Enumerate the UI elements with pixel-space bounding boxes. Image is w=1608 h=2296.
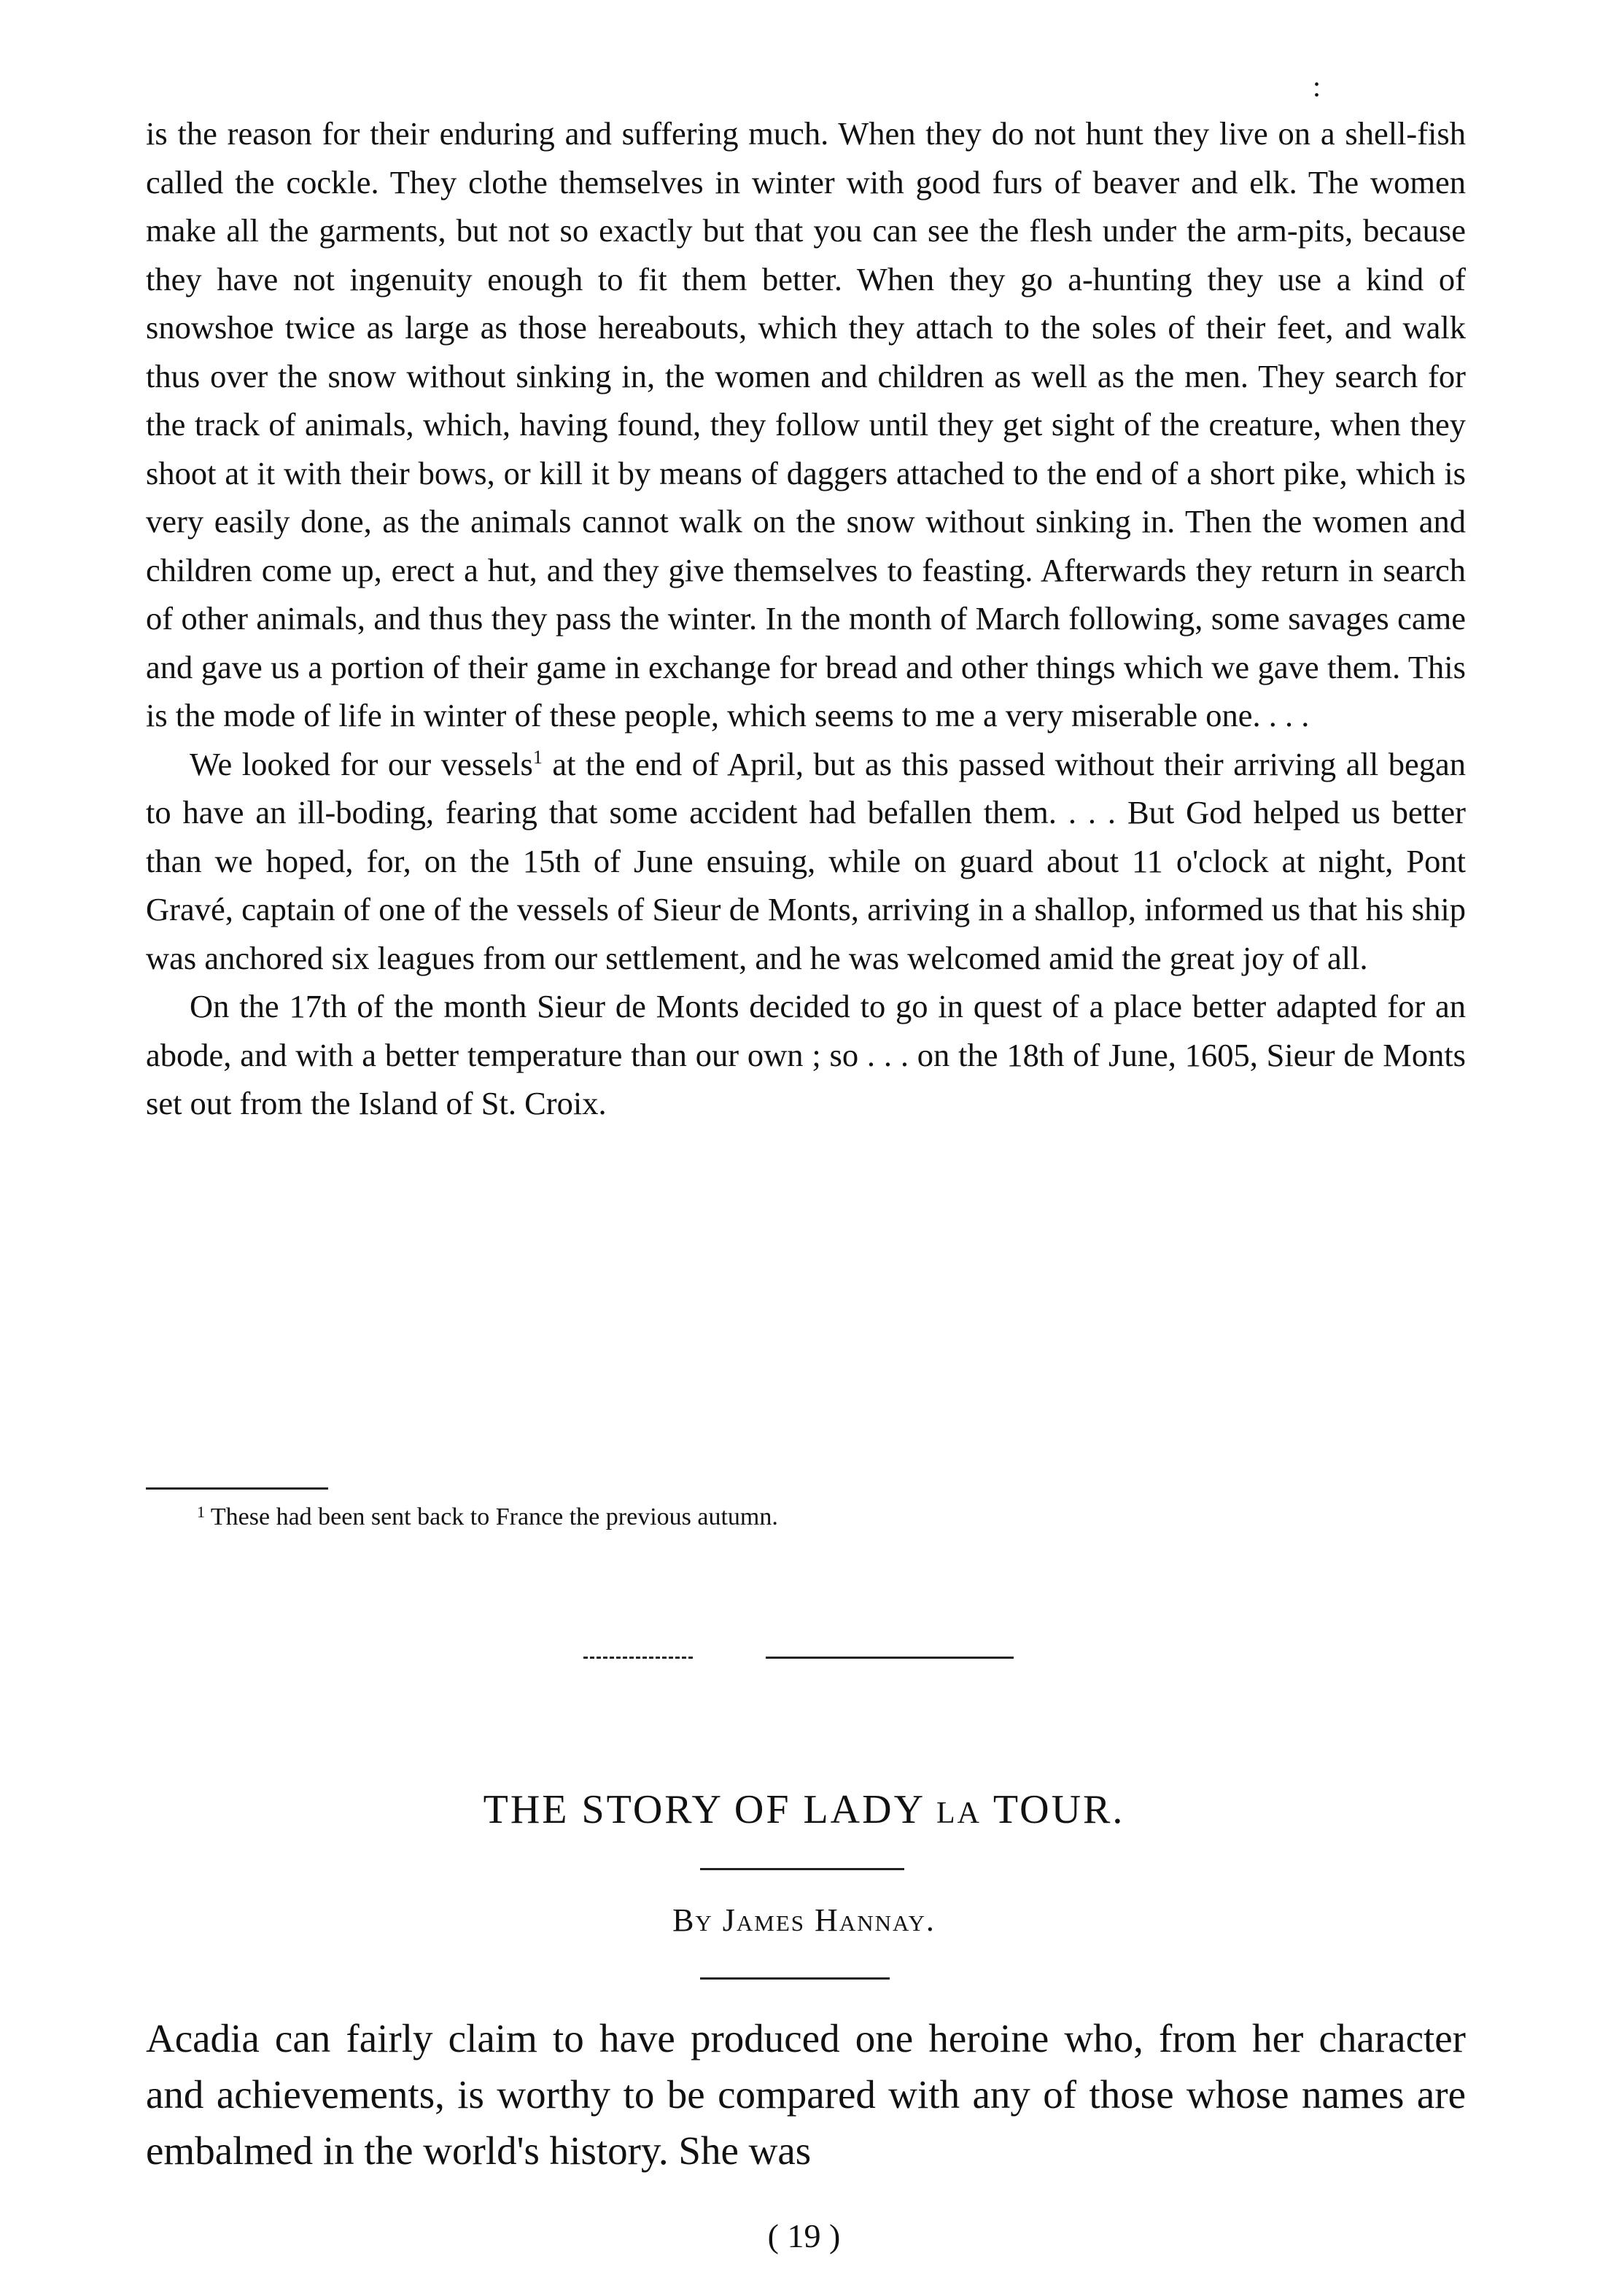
top-margin-mark: : <box>1313 70 1321 103</box>
byline: By James Hannay. <box>672 1902 936 1938</box>
footnote-marker: 1 <box>197 1503 205 1521</box>
page-number: ( 19 ) <box>767 2217 841 2254</box>
story-intro-paragraph: Acadia can fairly claim to have produced one heroine who, from her character and achievements, is worthy to be compared with any of those whose names are embalmed in the world's history. She was <box>146 2016 1466 2173</box>
story-title-la: LA <box>936 1797 982 1830</box>
footnote-reference[interactable]: 1 <box>532 746 543 768</box>
paragraph-3: On the 17th of the month Sieur de Monts decided to go in quest of a place better adapted for an abode, and with a better temperature than our own ; so . . . on the 18th of June, 1605, Sieur de Monts set out from the Island of St. Croix. <box>146 988 1466 1121</box>
footnote-text: These had been sent back to France the previous autumn. <box>205 1503 778 1530</box>
section-separator-left <box>583 1657 693 1659</box>
title-rule <box>700 1868 904 1870</box>
story-title <box>0 1786 1608 1833</box>
body-text <box>146 109 1466 1128</box>
byline-rule <box>700 1977 890 1980</box>
paragraph-2-start: We looked for our vessels <box>190 745 533 782</box>
paragraph-2 <box>146 740 1466 983</box>
paragraph-1: is the reason for their enduring and suffering much. When they do not hunt they live on a shell-fish called the cockle. They clothe themselves in winter with good furs of beaver and elk. The women make all the garments, but not so exactly but that you can see the flesh under the arm-pits, because they have not ingenuity enough to fit them better. When they go a-hunting they use a kind of snowshoe twice as large as those hereabouts, which they attach to the soles of their feet, and walk thus over the snow without sinking in, the women and children as well as the men. They search for the track of animals, which, having found, they follow until they get sight of the creature, when they shoot at it with their bows, or kill it by means of daggers attached to the end of a short pike, which is very easily done, as the animals cannot walk on the snow without sinking in. Then the women and children come up, erect a hut, and they give themselves to feasting. Afterwards they return in search of other animals, and thus they pass the winter. In the month of March following, some savages came and gave us a portion of their game in exchange for bread and other things which we gave them. This is the mode of life in winter of these people, which seems to me a very miserable one. . . . <box>146 115 1466 733</box>
footnote <box>197 1496 1437 1533</box>
story-title-end: TOUR. <box>981 1787 1125 1832</box>
story-title-main: THE STORY OF LADY <box>483 1787 936 1832</box>
section-separator-right <box>766 1657 1014 1659</box>
footnote-rule <box>146 1487 328 1490</box>
paragraph-2-rest: at the end of April, but as this passed without their arriving all began to have an ill-boding, fearing that some accident had befallen them. . . . But God helped us better than we hoped, for, on the 15th of June ensuing, while on guard about 11 o'clock at night, Pont Gravé, captain of one of the vessels of Sieur de Monts, arriving in a shallop, informed us that his ship was anchored six leagues from our settlement, and he was welcomed amid the great joy of all. <box>146 745 1466 976</box>
